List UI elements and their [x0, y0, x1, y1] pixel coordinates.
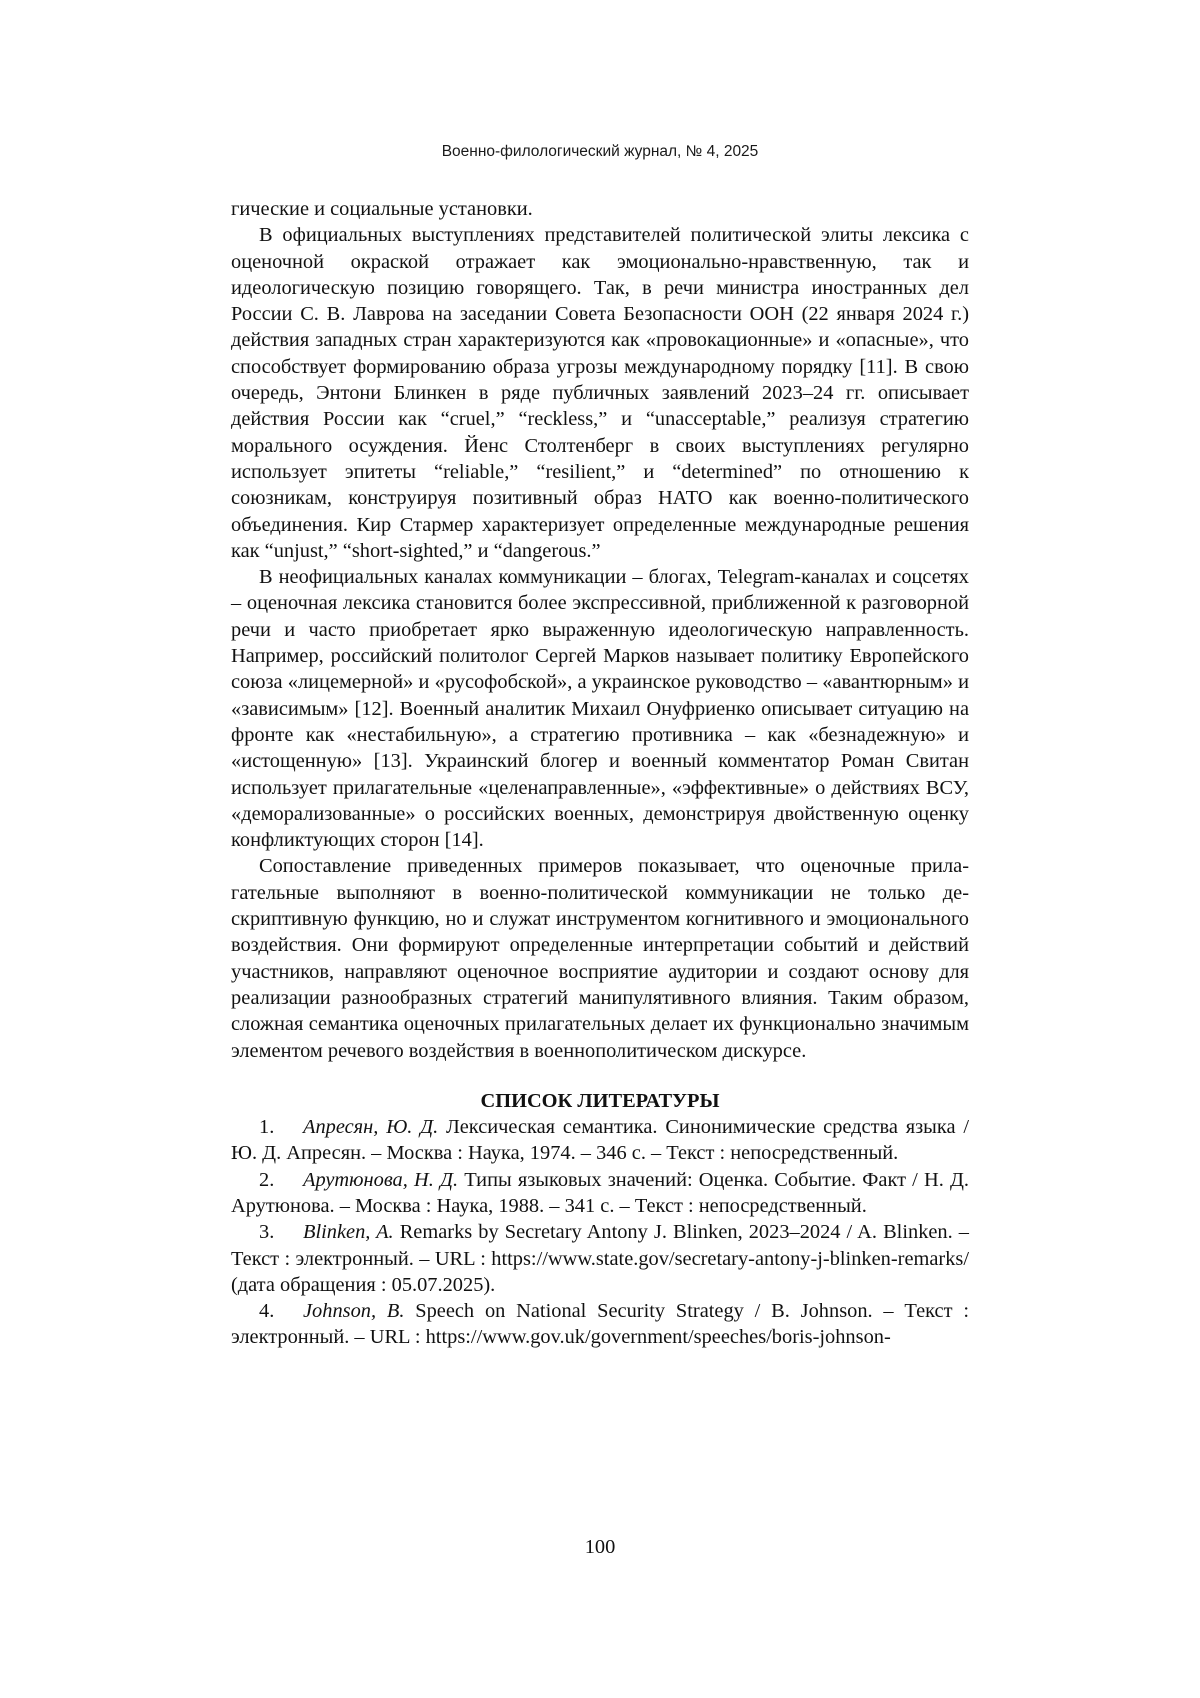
- reference-item: [231, 1114, 969, 1167]
- reference-number: 2.: [259, 1168, 275, 1191]
- reference-number: 1.: [259, 1116, 275, 1139]
- reference-text: Remarks by Secretary Antony J. Blinken, 2023–2024 / A. Blinken. – Текст : электронный. – URL : https://www.state.gov/secretary-antony-j-blinken-remarks/ (дата обращения : 05.07.2025).: [231, 1221, 969, 1296]
- reference-text: Speech on National Security Strategy / B. Johnson. – Текст : электронный. – URL : https://www.gov.uk/government/speeches/boris-johnson-: [231, 1300, 969, 1349]
- reference-text: Лексическая семантика. Синонимические средства языка / Ю. Д. Апресян. – Москва : Наука, 1974. – 346 с. – Текст : непосредственный.: [231, 1116, 970, 1165]
- reference-author: Апресян, Ю. Д.: [303, 1116, 439, 1139]
- references-title: СПИСОК ЛИТЕРАТУРЫ: [480, 1089, 720, 1112]
- reference-text: Типы языковых значений: Оценка. Событие. Факт / Н. Д. Арутюнова. – Москва : Наука, 1988. – 341 с. – Текст : непосредственный.: [231, 1168, 969, 1217]
- paragraph-unofficial-channels: В неофициальных каналах коммуникации – блогах, Telegram-каналах и соцсетях – оценочная лексика становится более экспрессивной, приближенной к разговорной речи и часто приобретает ярко выраженную идеологическую направленность. Например, российский политолог Сергей Марков называет политику Европейского союза «лицемерной» и «русофобской», а украинское руководство – «авантюрным» и «зависимым» [12]. Военный аналитик Михаил Онуфриенко описывает ситуацию на фронте как «нестабильную», а стратегию противника – как «безнадежную» и «истощенную» [13]. Украинский блогер и военный комментатор Роман Свитан использует прилагательные «целенаправленные», «эффективные» о действиях ВСУ, «деморализованные» о российских военных, демонстрируя двойственную оценку конфликтующих сторон [14].: [231, 566, 969, 852]
- reference-item: [231, 1298, 969, 1351]
- reference-author: Johnson, B.: [303, 1300, 405, 1323]
- reference-author: Арутюнова, Н. Д.: [303, 1168, 459, 1191]
- running-header: Военно-филологический журнал, № 4, 2025: [441, 143, 759, 160]
- paragraph-official-speeches: В официальных выступлениях представителей политической элиты лексика с оценочной окраской отражает как эмоционально-нравственную, так и идеологическую позицию говорящего. Так, в речи министра иностранных дел России С. В. Лаврова на заседании Совета Безопасности ООН (22 января 2024 г.) действия западных стран характеризуются как «провокационные» и «опасные», что способствует формированию образа угрозы международному порядку [11]. В свою очередь, Энтони Блинкен в ряде публичных заявлений 2023–24 гг. описывает действия России как “cruel,” “reckless,” и “unacceptable,” реализуя стратегию морального осуждения. Йенс Столтенберг в своих выступлениях регулярно использует эпитеты “reliable,” “resilient,” и “determined” по отношению к союзникам, конструируя позитивный образ НАТО как военно-политического объединения. Кир Стармер характеризует определенные международные решения как “unjust,” “short-sighted,” и “dangerous.”: [231, 224, 969, 562]
- reference-item: [231, 1219, 969, 1298]
- page-number: 100: [584, 1536, 616, 1558]
- reference-number: 3.: [259, 1221, 275, 1244]
- reference-number: 4.: [259, 1300, 275, 1323]
- reference-author: Blinken, A.: [303, 1221, 394, 1244]
- paragraph-continuation: гические и социальные установки.: [231, 198, 533, 220]
- reference-item: [231, 1167, 969, 1220]
- article-body: [231, 196, 969, 1351]
- paragraph-conclusion: Сопоставление приведенных примеров показывает, что оценочные прилагательные выполняют в военно-политической коммуникации не только дескриптивную функцию, но и служат инструментом когнитивного и эмоционального воздействия. Они формируют определенные интерпретации событий и действий участников, направляют оценочное восприятие аудитории и создают основу для реализации разнообразных стратегий манипулятивного влияния. Таким образом, сложная семантика оценочных прилагательных делает их функционально значимым элементом речевого воздействия в военнополитическом дискурсе.: [231, 855, 969, 1062]
